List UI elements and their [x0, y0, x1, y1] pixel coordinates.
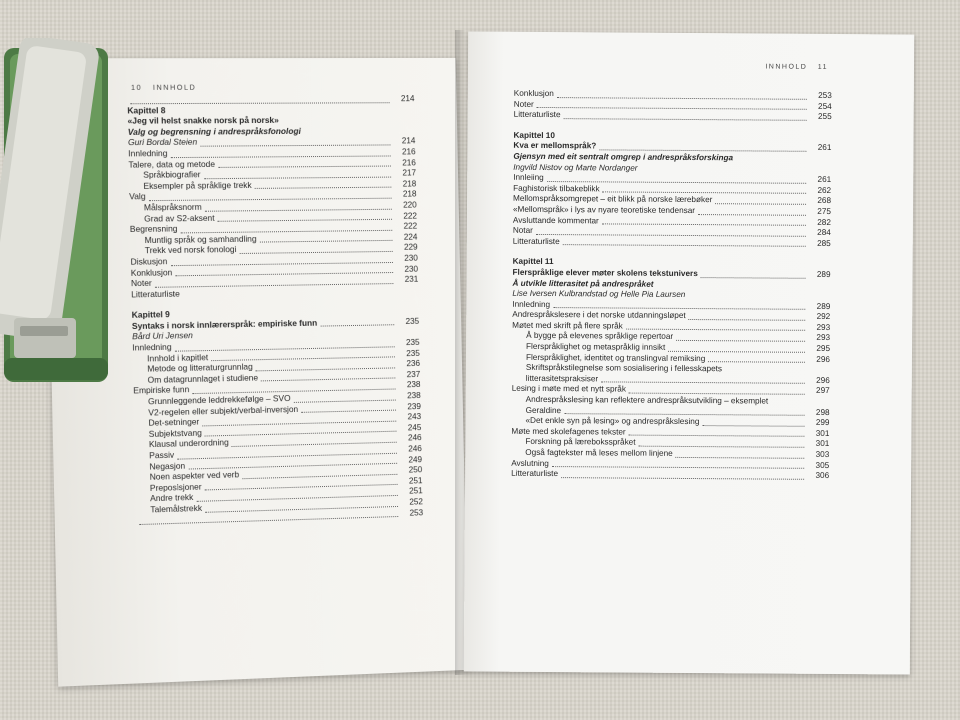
- toc-entry-title: Begrensning: [129, 224, 178, 235]
- toc-entry-title: Kapittel 8: [127, 105, 166, 116]
- stapler: [0, 38, 112, 383]
- toc-entry-title: Avslutning: [511, 458, 549, 468]
- toc-leader-dots: [629, 435, 805, 437]
- toc-page-number: 296: [816, 354, 830, 364]
- toc-page-number: 235: [405, 316, 420, 326]
- toc-page-number: 301: [815, 428, 830, 438]
- toc-entry-title: Møtet med skrift på flere språk: [512, 320, 623, 331]
- toc-page-number: 261: [817, 143, 832, 153]
- toc-page-number: 297: [816, 386, 830, 396]
- toc-entry-title: Bård Uri Jensen: [132, 331, 193, 342]
- toc-page-number: 252: [409, 497, 424, 507]
- toc-page-number: 216: [401, 147, 416, 157]
- toc-entry-title: V2-regelen eller subjekt/verbal-inversjon: [148, 404, 299, 418]
- toc-page-number: 251: [408, 486, 423, 496]
- toc-entry-title: Valg: [129, 192, 146, 202]
- left-header-title: INNHOLD: [152, 84, 197, 92]
- toc-page-number: 218: [402, 179, 417, 189]
- toc-leader-dots: [200, 144, 390, 146]
- toc-entry-title: Guri Bordal Steien: [127, 137, 198, 148]
- toc-leader-dots: [676, 340, 805, 342]
- toc-page-number: 289: [816, 269, 831, 279]
- toc-entry-title: Grunnleggende leddrekkefølge – SVO: [147, 393, 291, 407]
- toc-page-number: 282: [817, 217, 831, 227]
- toc-leader-dots: [629, 393, 805, 395]
- toc-page-number: 230: [404, 253, 418, 263]
- toc-entry-title: Andrespråkslesing kan reflektere andrespråksutvikling – eksemplet: [525, 394, 769, 406]
- toc-entry-title: Om datagrunnlaget i studiene: [147, 373, 259, 385]
- toc-page-number: 305: [815, 460, 830, 470]
- toc-entry-title: Passiv: [149, 450, 175, 461]
- toc-page-number: 214: [400, 94, 415, 104]
- toc-entry-title: Valg og begrensning i andrespråksfonologi: [127, 126, 301, 137]
- toc-entry-title: Kva er mellomspråk?: [513, 141, 597, 151]
- toc-page-number: 293: [816, 322, 831, 332]
- left-page-number: 10: [130, 84, 143, 92]
- toc-entry-title: Flerspråklige elever møter skolens tekstunivers: [512, 267, 698, 278]
- toc-entry: [512, 289, 830, 302]
- toc-leader-dots: [218, 166, 391, 168]
- toc-leader-dots: [702, 425, 804, 427]
- toc-entry-title: Å bygge på elevenes språklige repertoar: [526, 331, 674, 342]
- toc-page-number: 214: [401, 136, 416, 146]
- toc-page-number: 222: [403, 210, 418, 221]
- toc-leader-dots: [708, 361, 805, 363]
- toc-entry-title: Målspråksnorm: [143, 202, 202, 213]
- toc-page-number: 251: [408, 475, 423, 486]
- toc-entry-title: Diskusjon: [130, 256, 168, 267]
- toc-entry-title: Ingvild Nistov og Marte Nordanger: [513, 162, 638, 173]
- toc-leader-dots: [171, 155, 391, 158]
- toc-entry-title: Konklusjon: [130, 267, 173, 278]
- toc-page-number: 303: [815, 449, 830, 459]
- toc-page-number: 245: [407, 422, 422, 433]
- toc-entry-title: Gjensyn med eit sentralt omgrep i andrespråksforskinga: [513, 151, 734, 163]
- toc-page-number: 235: [405, 337, 420, 348]
- right-page: [464, 31, 914, 674]
- toc-entry: [511, 469, 829, 482]
- left-toc: [127, 94, 423, 527]
- toc-leader-dots: [599, 149, 806, 151]
- toc-entry-title: litterasitetspraksiser: [525, 373, 599, 384]
- toc-entry-title: Litteraturliste: [511, 468, 559, 479]
- toc-entry-title: Klausal underordning: [148, 438, 229, 450]
- toc-entry-title: Flerspråklighet og metaspråklig innsikt: [526, 341, 666, 352]
- toc-entry-title: Mellomspråksomgrepet – eit blikk på norske lærebøker: [513, 194, 713, 205]
- toc-leader-dots: [689, 319, 806, 321]
- toc-page-number: 230: [404, 264, 419, 274]
- toc-page-number: 222: [403, 221, 418, 231]
- toc-entry-title: Kapittel 9: [131, 310, 170, 321]
- toc-entry-title: Preposisjoner: [149, 482, 202, 493]
- toc-leader-dots: [602, 224, 806, 226]
- toc-page-number: 268: [817, 196, 832, 206]
- toc-page-number: 243: [407, 412, 422, 422]
- toc-page-number: 238: [406, 390, 421, 401]
- toc-page-number: 229: [403, 242, 418, 253]
- toc-page-number: 295: [816, 343, 831, 354]
- right-running-head: [765, 64, 828, 71]
- toc-page-number: 284: [817, 228, 831, 238]
- toc-entry-title: Talemålstrekk: [150, 503, 203, 515]
- toc-entry-title: «Det enkle syn på lesing» og andrespråkslesing: [525, 416, 700, 427]
- toc-leader-dots: [561, 477, 804, 480]
- toc-page-number: 253: [409, 507, 424, 518]
- toc-entry-title: Trekk ved norsk fonologi: [144, 245, 237, 256]
- toc-page-number: 253: [818, 90, 832, 100]
- toc-entry-title: Metode og litteraturgrunnlag: [147, 362, 253, 374]
- toc-page-number: 249: [408, 454, 423, 465]
- toc-entry-title: Notar: [512, 225, 533, 236]
- toc-page-number: 255: [817, 112, 832, 122]
- toc-entry-title: Flerspråklighet, identitet og translingval remiksing: [525, 352, 706, 363]
- toc-page-number: 231: [404, 274, 419, 284]
- toc-page-number: 236: [406, 359, 421, 369]
- toc-entry-title: Innledning: [512, 299, 551, 309]
- toc-entry-title: Andrespråkslesere i det norske utdanningsløpet: [512, 310, 686, 321]
- toc-entry-title: Kapittel 11: [512, 257, 554, 267]
- toc-leader-dots: [715, 203, 806, 205]
- toc-entry-title: Innledning: [132, 342, 172, 353]
- toc-entry-title: Muntlig språk og samhandling: [144, 234, 257, 245]
- toc-entry-title: Innleiing: [513, 172, 544, 183]
- toc-page-number: 293: [816, 333, 831, 343]
- toc-entry-title: Eksempler på språklige trekk: [143, 180, 252, 191]
- toc-page-number: 299: [815, 418, 830, 428]
- toc-entry-title: Skriftspråkstilegnelse som sosialisering i fellesskapets: [525, 363, 723, 374]
- toc-entry-title: Lise Iversen Kulbrandstad og Helle Pia Laursen: [512, 288, 686, 300]
- toc-entry-title: Andre trekk: [150, 493, 194, 504]
- toc-entry-title: Grad av S2-aksent: [144, 213, 215, 224]
- toc-entry-title: Avsluttande kommentar: [512, 215, 599, 225]
- toc-entry-title: Innledning: [128, 148, 168, 159]
- toc-entry-title: Kapittel 10: [513, 130, 555, 140]
- toc-page-number: 224: [403, 232, 418, 242]
- toc-leader-dots: [638, 446, 804, 448]
- toc-leader-dots: [698, 214, 806, 216]
- toc-entry-title: Innhold i kapitlet: [147, 352, 209, 364]
- toc-page-number: 237: [406, 369, 421, 380]
- toc-leader-dots: [563, 244, 806, 247]
- toc-leader-dots: [601, 382, 805, 384]
- toc-entry-title: Noen aspekter ved verb: [149, 470, 240, 483]
- toc-entry-title: Geraldine: [525, 405, 562, 415]
- toc-leader-dots: [320, 325, 394, 327]
- toc-leader-dots: [668, 351, 805, 353]
- toc-leader-dots: [139, 516, 398, 525]
- toc-page-number: 306: [815, 471, 830, 481]
- toc-entry-title: Negasjon: [149, 461, 186, 472]
- toc-leader-dots: [204, 176, 391, 179]
- toc-page-number: 296: [816, 375, 830, 385]
- toc-entry-title: Noter: [130, 278, 152, 289]
- toc-entry: [511, 448, 829, 461]
- toc-entry-title: Syntaks i norsk innlærerspråk: empiriske funn: [131, 318, 318, 331]
- toc-page-number: 246: [408, 444, 422, 454]
- toc-entry-title: Konklusjon: [513, 88, 554, 99]
- toc-leader-dots: [564, 118, 807, 121]
- toc-entry: [513, 236, 831, 249]
- toc-entry-title: Litteraturliste: [131, 289, 180, 300]
- toc-page-number: 216: [402, 157, 416, 168]
- toc-entry-title: Det-setninger: [148, 417, 200, 428]
- right-page-number: 11: [817, 63, 829, 71]
- toc-leader-dots: [255, 187, 392, 189]
- toc-page-number: 254: [818, 101, 832, 111]
- toc-page-number: 250: [408, 465, 423, 475]
- toc-page-number: 262: [817, 185, 832, 195]
- toc-leader-dots: [130, 102, 389, 104]
- toc-entry-title: «Mellomspråk» i lys av nyare teoretiske tendensar: [512, 204, 696, 215]
- right-header-title: INNHOLD: [765, 63, 808, 71]
- toc-entry-title: Også fagtekster må leses mellom linjene: [525, 447, 673, 458]
- toc-entry-title: Lesing i møte med et nytt språk: [511, 384, 626, 394]
- toc-entry-title: Subjektstvang: [148, 428, 202, 439]
- toc-page-number: 218: [402, 189, 417, 199]
- toc-entry-title: Litteraturliste: [512, 236, 560, 246]
- toc-leader-dots: [701, 277, 806, 279]
- toc-page-number: 246: [407, 433, 422, 443]
- left-running-head: [131, 85, 196, 92]
- toc-entry-title: «Jeg vil helst snakke norsk på norsk»: [127, 115, 279, 126]
- toc-leader-dots: [676, 457, 805, 459]
- toc-page-number: 261: [817, 175, 832, 185]
- toc-entry-title: Forskning på læreboksspråket: [525, 437, 636, 448]
- toc-entry-title: Faghistorisk tilbakeblikk: [513, 183, 600, 194]
- toc-entry: [514, 110, 832, 123]
- toc-page-number: 220: [403, 200, 417, 210]
- toc-page-number: 235: [406, 348, 420, 358]
- toc-page-number: 289: [816, 301, 831, 311]
- toc-page-number: 285: [817, 238, 831, 248]
- toc-entry-title: Talere, data og metode: [128, 159, 216, 170]
- toc-page-number: 239: [407, 401, 422, 411]
- toc-entry-title: Empiriske funn: [133, 385, 190, 396]
- toc-page-number: 217: [402, 168, 417, 178]
- toc-entry-title: Litteraturliste: [513, 109, 561, 120]
- toc-page-number: 301: [815, 439, 830, 449]
- toc-entry-title: Noter: [513, 99, 534, 109]
- toc-page-number: 275: [817, 206, 832, 216]
- toc-page-number: 292: [816, 312, 831, 322]
- toc-entry-title: Språkbiografier: [143, 170, 201, 180]
- toc-entry-title: Møte med skolefagenes tekster: [511, 426, 626, 437]
- toc-page-number: 238: [406, 380, 421, 390]
- toc-entry-title: Å utvikle litterasitet på andrespråket: [512, 278, 654, 289]
- toc-page-number: 298: [815, 407, 830, 417]
- right-toc: [511, 89, 832, 482]
